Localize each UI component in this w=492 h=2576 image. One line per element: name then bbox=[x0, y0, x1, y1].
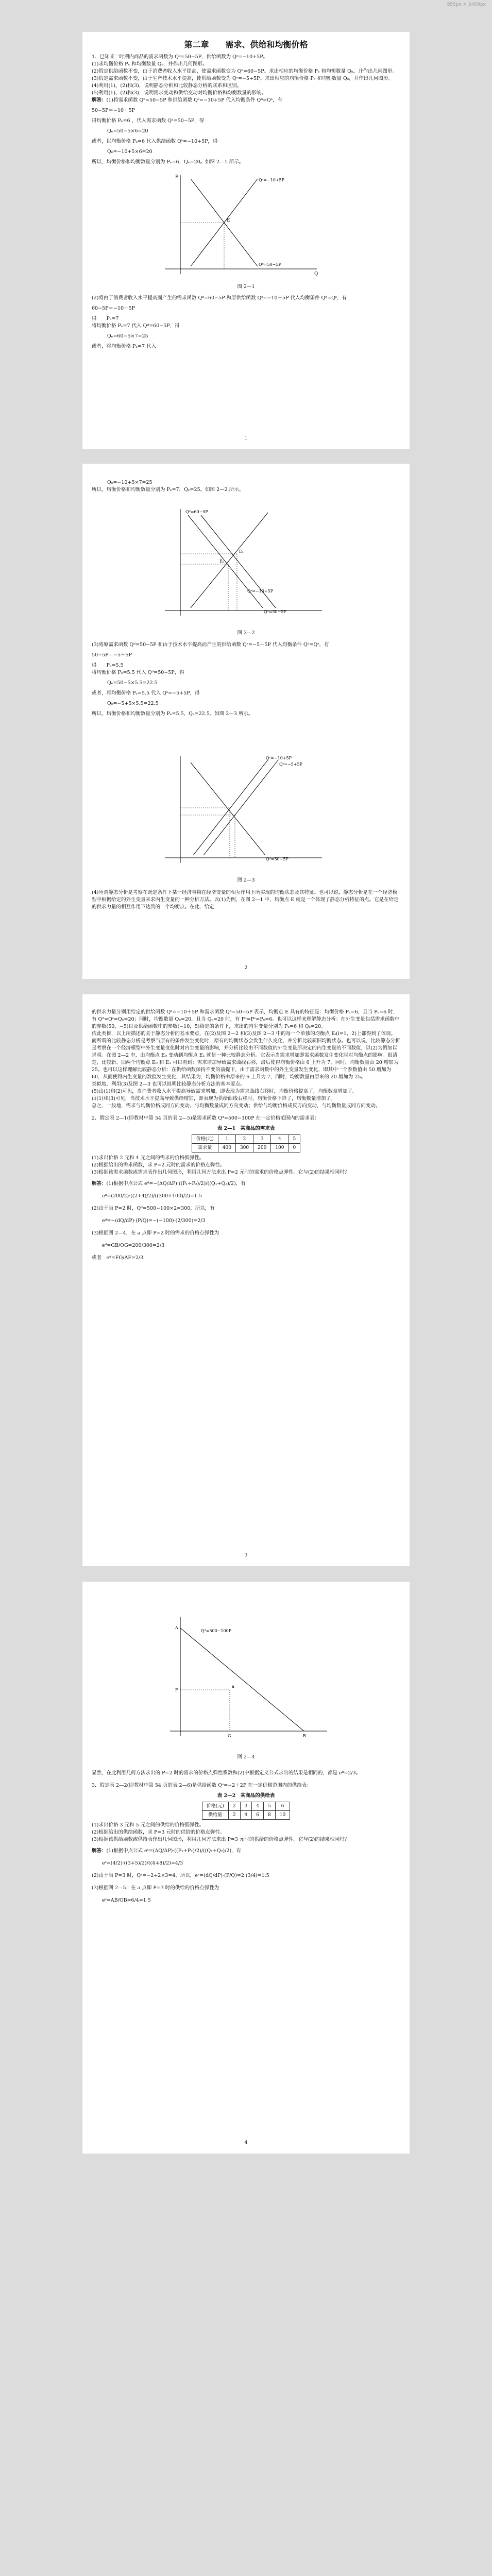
table-2-1 bbox=[192, 1134, 301, 1153]
figure-2-4 bbox=[149, 1613, 335, 1747]
sol-line: (3)根据图 2—4，在 a 点即 P=2 时的需求的价格点弹性为 bbox=[92, 1230, 219, 1236]
sol-line: 得均衡价格 Pₑ=6 ，代入需求函数 Qᵈ=50−5P，得 bbox=[92, 118, 205, 124]
q2-item: (2)根据给出的需求函数，求 P=2 元时的需求的价格点弹性。 bbox=[92, 1162, 225, 1168]
point-g: G bbox=[228, 1734, 231, 1738]
sol-line: 或者 eᵈ=FO/AF=2/3 bbox=[92, 1255, 144, 1261]
sol-line: eᵈ=−(dQ/dP)·(P/Q)=−(−100)·(2/300)=2/3 bbox=[102, 1218, 206, 1224]
supply-line bbox=[191, 513, 268, 608]
chapter-title: 第二章 需求、供给和均衡价格 bbox=[184, 40, 308, 49]
axis-q: Q bbox=[314, 272, 318, 277]
label-d1: Qᵈ=60−5P bbox=[185, 510, 208, 514]
page-number: 2 bbox=[244, 965, 248, 971]
sol-para: 的供求力量分别用给定的供给函数 Qˢ=−10＋5P 和需求函数 Qᵈ=50−5P 表示，均衡点 E 具有的特征是：均衡价格 Pₑ=6，且当 Pₑ=6 时，有 Qᵈ=Qˢ=Qₑ=20；同时，均衡数量 Qₑ=20，且当 Qₑ=20 时，有 Pᵈ=Pˢ=Pₑ=6。也可以这样来理解静态分析：在外生变量包括需求函数中的参数(50，−5)以及供给函数中的参数(−10，5)给定的条件下，求出的内生变量分别为 Pₑ=6 和 Qₑ=20。 bbox=[92, 1009, 400, 1029]
sol-line: 得 Pₑ=5.5 bbox=[92, 663, 124, 668]
sol-line: (2)由于当 P=3 时，Qˢ=−2+2×3=4，所以，eˢ=(dQ/dP)·(P/Q)=2·(3/4)=1.5 bbox=[92, 1873, 269, 1878]
supply-old bbox=[193, 760, 268, 855]
sol-line: 得 Pₑ=7 bbox=[92, 316, 119, 321]
page-4-body bbox=[92, 1770, 400, 1909]
q2-intro: 2．假定表 2—1(即教材中第 54 页的表 2—5)是需求函数 Qᵈ=500−100P 在一定价格范围内的需求表： bbox=[92, 1115, 320, 1121]
sol-line: 所以，均衡价格和均衡数量分别为 Pₑ=5.5，Qₑ=22.5。如图 2—3 所示。 bbox=[92, 711, 253, 717]
page-2-body bbox=[92, 479, 400, 494]
label-supply: Qˢ=−10+5P bbox=[259, 178, 285, 182]
label-d: Qᵈ=500−100P bbox=[201, 1629, 232, 1633]
page-2-body3 bbox=[92, 889, 400, 911]
sol-line: (3)根据图 2—5，在 a 点即 P=3 时的供给的价格点弹性为 bbox=[92, 1885, 219, 1891]
page-1-body2 bbox=[92, 295, 400, 350]
sol-line: (1)将需求函数 Qᵈ=50−5P 和供给函数 Qˢ=−10+5P 代入均衡条件 Qᵈ=Qˢ，有 bbox=[106, 97, 283, 103]
sol-line: (1)根据中点公式 eˢ=(ΔQ/ΔP)·((P₁+P₂)/2)/((Q₁+Q₂)/2)，有 bbox=[106, 1848, 242, 1854]
axis-p: P bbox=[175, 175, 179, 180]
point-A: A bbox=[175, 1625, 178, 1630]
page-4 bbox=[82, 1582, 410, 2154]
page-3-body bbox=[92, 1009, 400, 1265]
table-row: 价格(元) 2 3 4 5 6 bbox=[202, 1802, 290, 1811]
demand-line bbox=[180, 1628, 304, 1731]
sol-line: 所以，均衡价格和均衡数量分别为 Pₑ=6，Qₑ=20。如图 2—1 所示。 bbox=[92, 159, 244, 165]
sol-line: (4)所谓静态分析是考察在既定条件下某一经济事物在经济变量的相互作用下所实现的均衡状态及其特征。也可以说，静态分析是在一个经济模型中根据给定的外生变量来求内生变量的一种分析方法。以(1)为例，在图 2—1 中，均衡点 E 就是一个体现了静态分析特征的点。它是在给定的供求力量的相互作用下达到的一个均衡点。在此，给定 bbox=[92, 890, 399, 910]
sol-line: eˢ=AB/OB=6/4=1.5 bbox=[102, 1897, 151, 1903]
answer-label: 解答： bbox=[92, 97, 107, 103]
sol-line: Qₑ=−10+5×7=25 bbox=[107, 480, 152, 485]
table1-title: 表 2—1 某商品的需求表 bbox=[217, 1126, 275, 1131]
sol-para: (5)由(1)和(2)可见，当消费者收入水平提高导致需求增加，即表现为需求曲线右移时，均衡价格提高了，均衡数量增加了。 bbox=[92, 1089, 358, 1094]
q3-item: (2)根据给出的供给函数，求 P=3 元时的供给的价格点弹性。 bbox=[92, 1829, 225, 1835]
sol-line: 将均衡价格 Pₑ=7 代入 Qᵈ=60−5P，得 bbox=[92, 323, 180, 329]
q2-item: (1)求出价格 2 元和 4 元之间的需求的价格弧弹性。 bbox=[92, 1155, 205, 1161]
q3-item: (3)根据该供给函数或供给表作出几何图形，利用几何方法求出 P=3 元时的供给的价格点弹性。它与(2)的结果相同吗？ bbox=[92, 1837, 349, 1842]
sol-line: (2)将由于消费者收入水平提高而产生的需求函数 Qᵈ=60−5P 和原供给函数 Qˢ=−10＋5P 代入均衡条件 Qᵈ=Qˢ，有 bbox=[92, 295, 347, 301]
table-row: 需求量 400 300 200 100 0 bbox=[192, 1144, 300, 1153]
sol-line: (3)将原需求函数 Qᵈ=50−5P 和由于技术水平提高而产生的供给函数 Qˢ=−5＋5P 代入均衡条件 Qᵈ=Qˢ，有 bbox=[92, 642, 329, 648]
demand-line bbox=[191, 762, 265, 855]
label-s: Qˢ=−10+5P bbox=[247, 589, 274, 594]
page-number: 3 bbox=[244, 1553, 248, 1558]
demand-old bbox=[188, 515, 263, 608]
page-3 bbox=[82, 994, 410, 1566]
sol-line: eᵈ=GB/OG=200/300=2/3 bbox=[102, 1243, 165, 1248]
demand-new bbox=[201, 515, 276, 608]
point-a: a bbox=[232, 1684, 234, 1689]
q1-line: (4)利用(1)、(2)和(3)，说明静态分析和比较静态分析的联系和区别。 bbox=[92, 83, 242, 89]
sol-line: 或者，以均衡价格 Pₑ=6 代入供给函数 Qˢ=−10+5P，得 bbox=[92, 139, 218, 144]
q2-item: (3)根据该需求函数或需求表作出几何图形，利用几何方法求出 P=2 元时的需求的价格点弹性。它与(2)的结果相同吗？ bbox=[92, 1170, 349, 1175]
sol-line: 60−5P＝−10＋5P bbox=[92, 306, 135, 311]
page-1 bbox=[82, 32, 410, 449]
point-e1: E₁ bbox=[239, 549, 244, 554]
fig4-caption: 图 2—4 bbox=[237, 1754, 255, 1760]
answer-label: 解答： bbox=[92, 1181, 107, 1187]
sol-line: 或者，将均衡价格 Pₑ=7 代入 bbox=[92, 344, 157, 349]
supply-new bbox=[203, 760, 278, 855]
page-2-body2 bbox=[92, 641, 400, 718]
sol-line: Qₑ=50−5×5.5=22.5 bbox=[107, 680, 158, 686]
label-s1: Qˢ=−5+5P bbox=[279, 762, 302, 767]
point-f: F bbox=[175, 1688, 178, 1692]
label-d: Qᵈ=50−5P bbox=[266, 857, 289, 861]
sol-para: 由(1)和(3)可见，当技术水平提高导致供给增加，即表现为供给曲线右移时，均衡价格下降了，均衡数量增加了。 bbox=[92, 1096, 336, 1101]
table2-title: 表 2—2 某商品的供给表 bbox=[217, 1793, 275, 1799]
fig1-caption: 图 2—1 bbox=[237, 284, 255, 290]
q3-intro: 3．假定表 2—2(即教材中第 54 页的表 2—6)是供给函数 Qˢ=−2＋2P 在一定价格范围内的供给表： bbox=[92, 1783, 312, 1788]
q1-line: (2)假定供给函数不变，由于消费者收入水平提高，使需求函数变为 Qᵈ=60−5P。求出相应的均衡价格 Pₑ 和均衡数量 Qₑ，并作出几何图形。 bbox=[92, 69, 398, 74]
sol-para: 而所谓的比较静态分析是考察当原有的条件发生变化时，原有的均衡状态会发生什么变化，并分析比较新旧均衡状态。也可以说，比较静态分析是考察在一个经济模型中外生变量变化时对内生变量的影响，并分析比较由不同数值的外生变量所决定的内生变量的不同数值，以(2)为例加以说明。在图 2—2 中，由均衡点 E₀ 变动到均衡点 E₁ 就是一种比较静态分析。它表示当需求增加即需求函数发生变化时对均衡点的影响。很清楚，比较新、旧两个均衡点 E₀ 和 E₁ 可以看到：需求增加导致需求曲线右移，最后使得均衡价格由 6 上升为 7，同时，均衡数量由 20 增加为 25。也可以这样理解比较静态分析：在供给函数保持不变的前提下，由于需求函数中的外生变量发生变化，即其中一个参数值由 50 增加为 60，从而使得内生变量的数值发生变化，其结果为，均衡价格由原来的 6 上升为 7，同时，均衡数量由原来的 20 增加为 25。 bbox=[92, 1038, 400, 1080]
top-id: 955px × 5409px bbox=[447, 2, 486, 7]
figure-2-3 bbox=[144, 752, 330, 871]
sol-line: eᵈ=(200/2)·((2+4)/2)/((300+100)/2)=1.5 bbox=[102, 1193, 202, 1199]
sol-line: 所以，均衡价格和均衡数量分别为 Pₑ=7，Qₑ=25。如图 2—2 所示。 bbox=[92, 487, 244, 493]
page-number: 1 bbox=[244, 436, 248, 441]
point-e0: E₀ bbox=[219, 559, 225, 564]
point-e: E bbox=[227, 218, 230, 223]
q1-line: (3)假定需求函数不变，由于生产技术水平提高，使供给函数变为 Qˢ=−5+5P。求出相应的均衡价格 Pₑ 和均衡数量 Qₑ，并作出几何图形。 bbox=[92, 76, 393, 81]
sol-line: 显然，在此利用几何方法求出的 P=2 时的需求的价格点弹性系数和(2)中根据定义公式求出的结果是相同的，都是 eᵈ=2/3。 bbox=[92, 1770, 361, 1776]
sol-line: (2)由于当 P=2 时，Qᵈ=500−100×2=300，所以，有 bbox=[92, 1206, 215, 1211]
figure-2-2 bbox=[144, 505, 330, 623]
label-d0: Qᵈ=50−5P bbox=[264, 609, 286, 614]
q3-item: (1)求出价格 3 元和 5 元之间的供给的价格弧弹性。 bbox=[92, 1822, 205, 1828]
sol-line: (1)根据中点公式 eᵈ=−(ΔQ/ΔP)·((P₁+P₂)/2)/((Q₁+Q₂)/2)，有 bbox=[106, 1181, 246, 1187]
sol-line: eˢ=(4/2)·((3+5)/2)/((4+8)/2)=4/3 bbox=[102, 1860, 183, 1866]
sol-para: 类似地，利用(3)及图 2—3 也可以说明比较静态分析方法的基本要点。 bbox=[92, 1081, 245, 1087]
label-s0: Qˢ=−10+5P bbox=[266, 756, 292, 760]
page-1-body bbox=[92, 41, 400, 166]
q1-line: 1．已知某一时期内商品的需求函数为 Qᵈ=50−5P，供给函数为 Qˢ=−10+5P。 bbox=[92, 54, 268, 60]
sol-line: 50−5P＝−10＋5P bbox=[92, 108, 135, 113]
sol-line: Qₑ=−5+5×5.5=22.5 bbox=[107, 701, 159, 706]
sol-para: 依此类推，以上所描述的关于静态分析的基本要点，在(2)及图 2—2 和(3)及图 2—3 中的每一个单独的均衡点 Eᵢ(i=1，2)上都得到了体现。 bbox=[92, 1031, 396, 1037]
fig3-caption: 图 2—3 bbox=[237, 877, 255, 883]
sol-line: 50−5P＝−5＋5P bbox=[92, 652, 132, 658]
page-number: 4 bbox=[244, 2140, 248, 2145]
sol-line: 将均衡价格 Pₑ=5.5 代入 Qᵈ=50−5P，得 bbox=[92, 670, 184, 675]
q1-line: (1)求均衡价格 Pₑ 和均衡数量 Qₑ，并作出几何图形。 bbox=[92, 61, 208, 67]
sol-line: Qₑ=−10+5×6=20 bbox=[107, 149, 152, 155]
page-2 bbox=[82, 464, 410, 979]
table-row: 价格(元) 1 2 3 4 5 bbox=[192, 1135, 300, 1144]
point-b: B bbox=[303, 1734, 306, 1738]
table-2-2 bbox=[202, 1802, 290, 1820]
sol-line: Qₑ=60−5×7=25 bbox=[107, 333, 148, 339]
label-demand: Qᵈ=50−5P bbox=[259, 262, 281, 267]
sol-line: 或者，将均衡价格 Pₑ=5.5 代入 Qˢ=−5+5P，得 bbox=[92, 690, 200, 696]
figure-2-1 bbox=[139, 171, 325, 279]
table-row: 供给量 2 4 6 8 10 bbox=[202, 1811, 290, 1820]
fig2-caption: 图 2—2 bbox=[237, 630, 255, 636]
sol-line: Qₑ=50−5×6=20 bbox=[107, 128, 148, 134]
answer-label: 解答： bbox=[92, 1848, 107, 1854]
sol-para: 总之，一般地，需求与均衡价格成同方向变动，与均衡数量成同方向变动；供给与均衡价格成反方向变动，与均衡数量成同方向变动。 bbox=[92, 1103, 381, 1109]
q1-line: (5)利用(1)、(2)和(3)，说明需求变动和供给变动对均衡价格和均衡数量的影响。 bbox=[92, 90, 266, 96]
